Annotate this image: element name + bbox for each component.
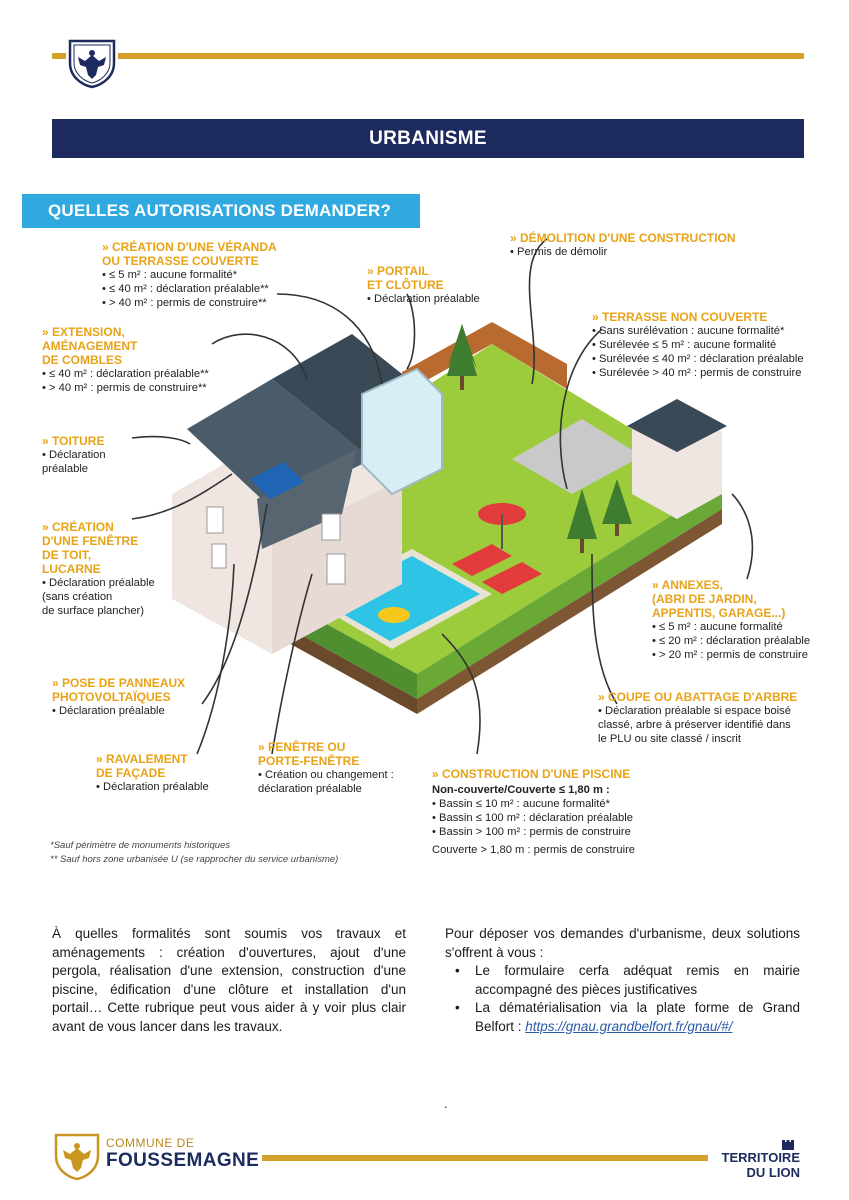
- label-ravalement: [96, 752, 209, 794]
- label-fenetre-toit-item: • Déclaration préalable (sans création de surface plancher): [42, 576, 192, 618]
- territoire-line1: TERRITOIRE: [721, 1150, 800, 1165]
- trailing-dot: .: [444, 1096, 448, 1111]
- label-fenetre-heading: » FENÊTRE OU PORTE-FENÊTRE: [258, 740, 394, 768]
- label-veranda-item: • ≤ 40 m² : déclaration préalable**: [102, 282, 277, 296]
- label-terrasse-item: • Surélevée ≤ 40 m² : déclaration préalable: [592, 352, 804, 366]
- label-terrasse-item: • Surélevée ≤ 5 m² : aucune formalité: [592, 338, 804, 352]
- label-toiture-heading: » TOITURE: [42, 434, 142, 448]
- label-terrasse-item: • Surélevée > 40 m² : permis de construire: [592, 366, 804, 380]
- footer-gold-rule: [262, 1155, 708, 1161]
- label-piscine-footer: Couverte > 1,80 m : permis de construire: [432, 844, 636, 856]
- label-piscine-item: • Bassin > 100 m² : permis de construire: [432, 825, 635, 839]
- label-veranda-item: • > 40 m² : permis de construire**: [102, 296, 277, 310]
- label-portail-heading: » PORTAIL ET CLÔTURE: [367, 264, 480, 292]
- label-panneaux-heading: » POSE DE PANNEAUX PHOTOVOLTAÏQUES: [52, 676, 185, 704]
- label-veranda: [102, 240, 277, 310]
- list-item: [445, 962, 800, 999]
- label-fenetre-item: • Création ou changement : déclaration préalable: [258, 768, 394, 796]
- section-banner: [52, 119, 804, 158]
- submission-intro: Pour déposer vos demandes d'urbanisme, deux solutions s'offrent à vous :: [445, 926, 800, 960]
- label-extension: [42, 325, 209, 395]
- bullet-icon: •: [455, 963, 460, 978]
- label-arbre-heading: » COUPE OU ABATTAGE D'ARBRE: [598, 690, 797, 704]
- territoire-logo: [716, 1150, 800, 1180]
- label-extension-item: • ≤ 40 m² : déclaration préalable**: [42, 367, 209, 381]
- urbanism-infographic: [22, 194, 832, 874]
- label-terrasse-item: • Sans surélévation : aucune formalité*: [592, 324, 804, 338]
- label-annexes: [652, 578, 810, 662]
- label-veranda-item: • ≤ 5 m² : aucune formalité*: [102, 268, 277, 282]
- label-extension-heading: » EXTENSION, AMÉNAGEMENT DE COMBLES: [42, 325, 209, 367]
- label-fenetre-toit-heading: » CRÉATION D'UNE FENÊTRE DE TOIT, LUCARNE: [42, 520, 192, 576]
- label-arbre-item: • Déclaration préalable si espace boisé classé, arbre à préserver identifié dans le PLU ou site classé / inscrit: [598, 704, 797, 746]
- label-annexes-item: • ≤ 5 m² : aucune formalité: [652, 620, 810, 634]
- label-fenetre: [258, 740, 394, 796]
- commune-prefix: COMMUNE DE: [106, 1136, 195, 1150]
- label-toiture: [42, 434, 142, 476]
- label-panneaux-item: • Déclaration préalable: [52, 704, 185, 718]
- commune-crest-icon: [52, 1131, 102, 1181]
- section-title: URBANISME: [369, 127, 487, 149]
- label-portail: [367, 264, 480, 306]
- label-piscine-subheading: Non-couverte/Couverte ≤ 1,80 m :: [432, 784, 610, 796]
- label-veranda-heading: » CRÉATION D'UNE VÉRANDA OU TERRASSE COUVERTE: [102, 240, 277, 268]
- infographic-title: QUELLES AUTORISATIONS DEMANDER?: [22, 194, 420, 228]
- footnote-zone: ** Sauf hors zone urbanisée U (se rapprocher du service urbanisme): [50, 854, 339, 865]
- commune-crest-icon: [66, 37, 118, 89]
- label-toiture-item: • Déclaration préalable: [42, 448, 142, 476]
- label-piscine: [432, 767, 635, 857]
- label-piscine-item: • Bassin ≤ 10 m² : aucune formalité*: [432, 797, 635, 811]
- label-terrasse-heading: » TERRASSE NON COUVERTE: [592, 310, 804, 324]
- label-demolition-item: • Permis de démolir: [510, 245, 736, 259]
- label-annexes-item: • > 20 m² : permis de construire: [652, 648, 810, 662]
- label-ravalement-item: • Déclaration préalable: [96, 780, 209, 794]
- label-demolition: [510, 231, 736, 259]
- label-portail-item: • Déclaration préalable: [367, 292, 480, 306]
- label-piscine-item: • Bassin ≤ 100 m² : déclaration préalable: [432, 811, 635, 825]
- territoire-line2: DU LION: [746, 1165, 800, 1180]
- intro-paragraph: À quelles formalités sont soumis vos travaux et aménagements : création d'ouvertures, ajout d'une pergola, réalisation d'une extension, construction d'une piscine, édification d'une clôture et installation d'un portail… Cette rubrique peut vous aider à y voir plus clair avant de vous lancer dans les travaux.: [52, 926, 406, 1034]
- list-item-text: Le formulaire cerfa adéquat remis en mairie accompagné des pièces justificatives: [475, 963, 800, 997]
- list-item-text: La dématérialisation via la plate forme de Grand Belfort :: [475, 1000, 800, 1034]
- label-annexes-item: • ≤ 20 m² : déclaration préalable: [652, 634, 810, 648]
- label-annexes-heading: » ANNEXES, (ABRI DE JARDIN, APPENTIS, GARAGE...): [652, 578, 810, 620]
- list-item: [445, 999, 800, 1036]
- submission-list: [445, 962, 800, 1036]
- label-fenetre-toit: [42, 520, 192, 618]
- castle-tower-icon: [781, 1140, 795, 1150]
- label-terrasse: [592, 310, 804, 380]
- label-arbre: [598, 690, 797, 746]
- label-extension-item: • > 40 m² : permis de construire**: [42, 381, 209, 395]
- bullet-icon: •: [455, 1000, 460, 1015]
- commune-name: FOUSSEMAGNE: [106, 1150, 260, 1171]
- gnau-link[interactable]: https://gnau.grandbelfort.fr/gnau/#/: [525, 1018, 733, 1034]
- label-piscine-heading: » CONSTRUCTION D'UNE PISCINE: [432, 767, 635, 781]
- label-ravalement-heading: » RAVALEMENT DE FAÇADE: [96, 752, 209, 780]
- label-panneaux: [52, 676, 185, 718]
- header-gold-rule: [52, 53, 804, 59]
- footnote-monuments: *Sauf périmètre de monuments historiques: [50, 840, 231, 851]
- submission-info: [445, 925, 800, 1036]
- label-demolition-heading: » DÉMOLITION D'UNE CONSTRUCTION: [510, 231, 736, 245]
